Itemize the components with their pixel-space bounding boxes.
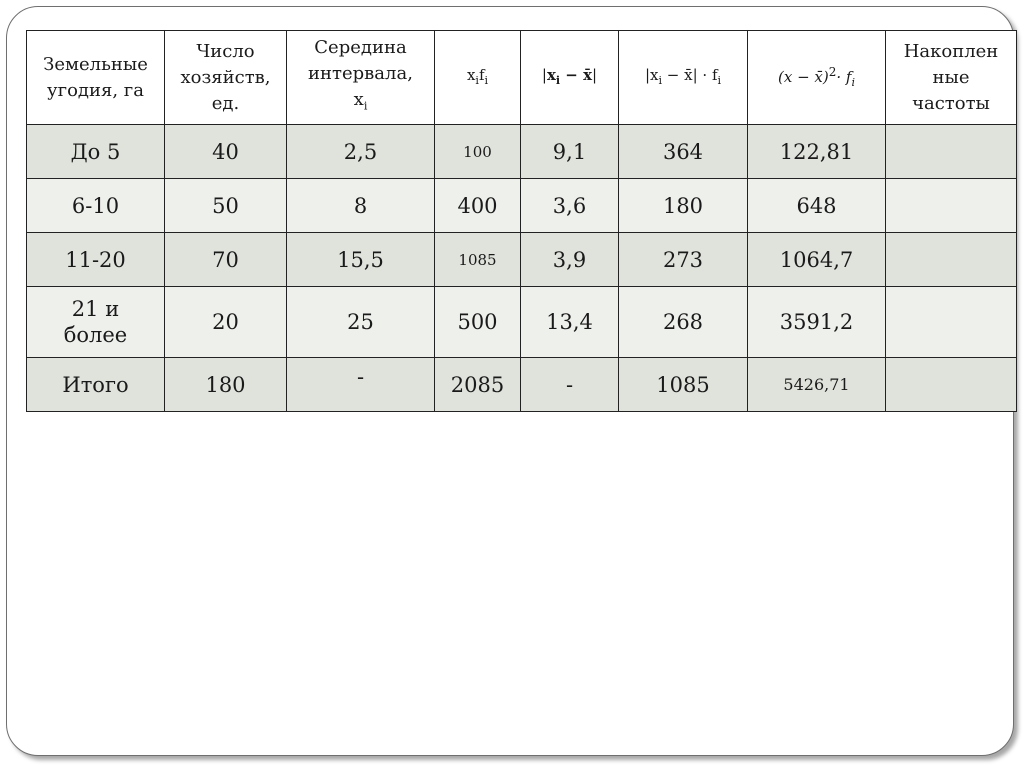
table-row xyxy=(27,125,1017,179)
cell-squared-deviation: 5426,71 xyxy=(748,358,886,412)
cell-cumulative xyxy=(886,125,1017,179)
header-xf-product: $x_if_i$ xyxy=(435,31,521,125)
cell-midpoint: - xyxy=(287,358,435,412)
header-abs-deviation: $|x_i$ − x̄| xyxy=(521,31,619,125)
cell-abs-deviation-weighted: 273 xyxy=(619,233,748,287)
cell-farms: 180 xyxy=(165,358,287,412)
cell-xf: 2085 xyxy=(435,358,521,412)
cell-abs-deviation: 3,6 xyxy=(521,179,619,233)
cell-cumulative xyxy=(886,179,1017,233)
header-farm-count: Число хозяйств, ед. xyxy=(165,31,287,125)
header-land-area: Земельные угодия, га xyxy=(27,31,165,125)
cell-abs-deviation: 3,9 xyxy=(521,233,619,287)
cell-land: 11-20 xyxy=(27,233,165,287)
cell-farms: 40 xyxy=(165,125,287,179)
cell-xf: 500 xyxy=(435,287,521,358)
cell-midpoint: 8 xyxy=(287,179,435,233)
header-squared-deviation-weighted: (x − x̄)$^2$· $f_i$ xyxy=(748,31,886,125)
cell-farms: 50 xyxy=(165,179,287,233)
cell-land: 21 и более xyxy=(27,287,165,358)
header-row xyxy=(27,31,1017,125)
header-cumulative-frequency: Накоплен ные частоты xyxy=(886,31,1017,125)
header-abs-deviation-weighted: $|x_i$ − x̄| · $f_i$ xyxy=(619,31,748,125)
cell-xf: 1085 xyxy=(435,233,521,287)
cell-cumulative xyxy=(886,358,1017,412)
cell-squared-deviation: 3591,2 xyxy=(748,287,886,358)
table-row xyxy=(27,233,1017,287)
cell-land: До 5 xyxy=(27,125,165,179)
cell-xf: 400 xyxy=(435,179,521,233)
table-row xyxy=(27,179,1017,233)
cell-farms: 70 xyxy=(165,233,287,287)
cell-abs-deviation-weighted: 180 xyxy=(619,179,748,233)
cell-farms: 20 xyxy=(165,287,287,358)
cell-cumulative xyxy=(886,287,1017,358)
statistics-table xyxy=(26,30,1017,412)
cell-midpoint: 25 xyxy=(287,287,435,358)
cell-cumulative xyxy=(886,233,1017,287)
cell-squared-deviation: 122,81 xyxy=(748,125,886,179)
cell-abs-deviation-weighted: 1085 xyxy=(619,358,748,412)
cell-squared-deviation: 1064,7 xyxy=(748,233,886,287)
table-row xyxy=(27,287,1017,358)
cell-midpoint: 2,5 xyxy=(287,125,435,179)
cell-land: 6-10 xyxy=(27,179,165,233)
cell-xf: 100 xyxy=(435,125,521,179)
cell-abs-deviation-weighted: 364 xyxy=(619,125,748,179)
cell-land: Итого xyxy=(27,358,165,412)
cell-abs-deviation: - xyxy=(521,358,619,412)
header-interval-midpoint: Середина интервала, $x_i$ xyxy=(287,31,435,125)
cell-squared-deviation: 648 xyxy=(748,179,886,233)
cell-midpoint: 15,5 xyxy=(287,233,435,287)
cell-abs-deviation: 9,1 xyxy=(521,125,619,179)
cell-abs-deviation-weighted: 268 xyxy=(619,287,748,358)
cell-abs-deviation: 13,4 xyxy=(521,287,619,358)
table-row-total xyxy=(27,358,1017,412)
